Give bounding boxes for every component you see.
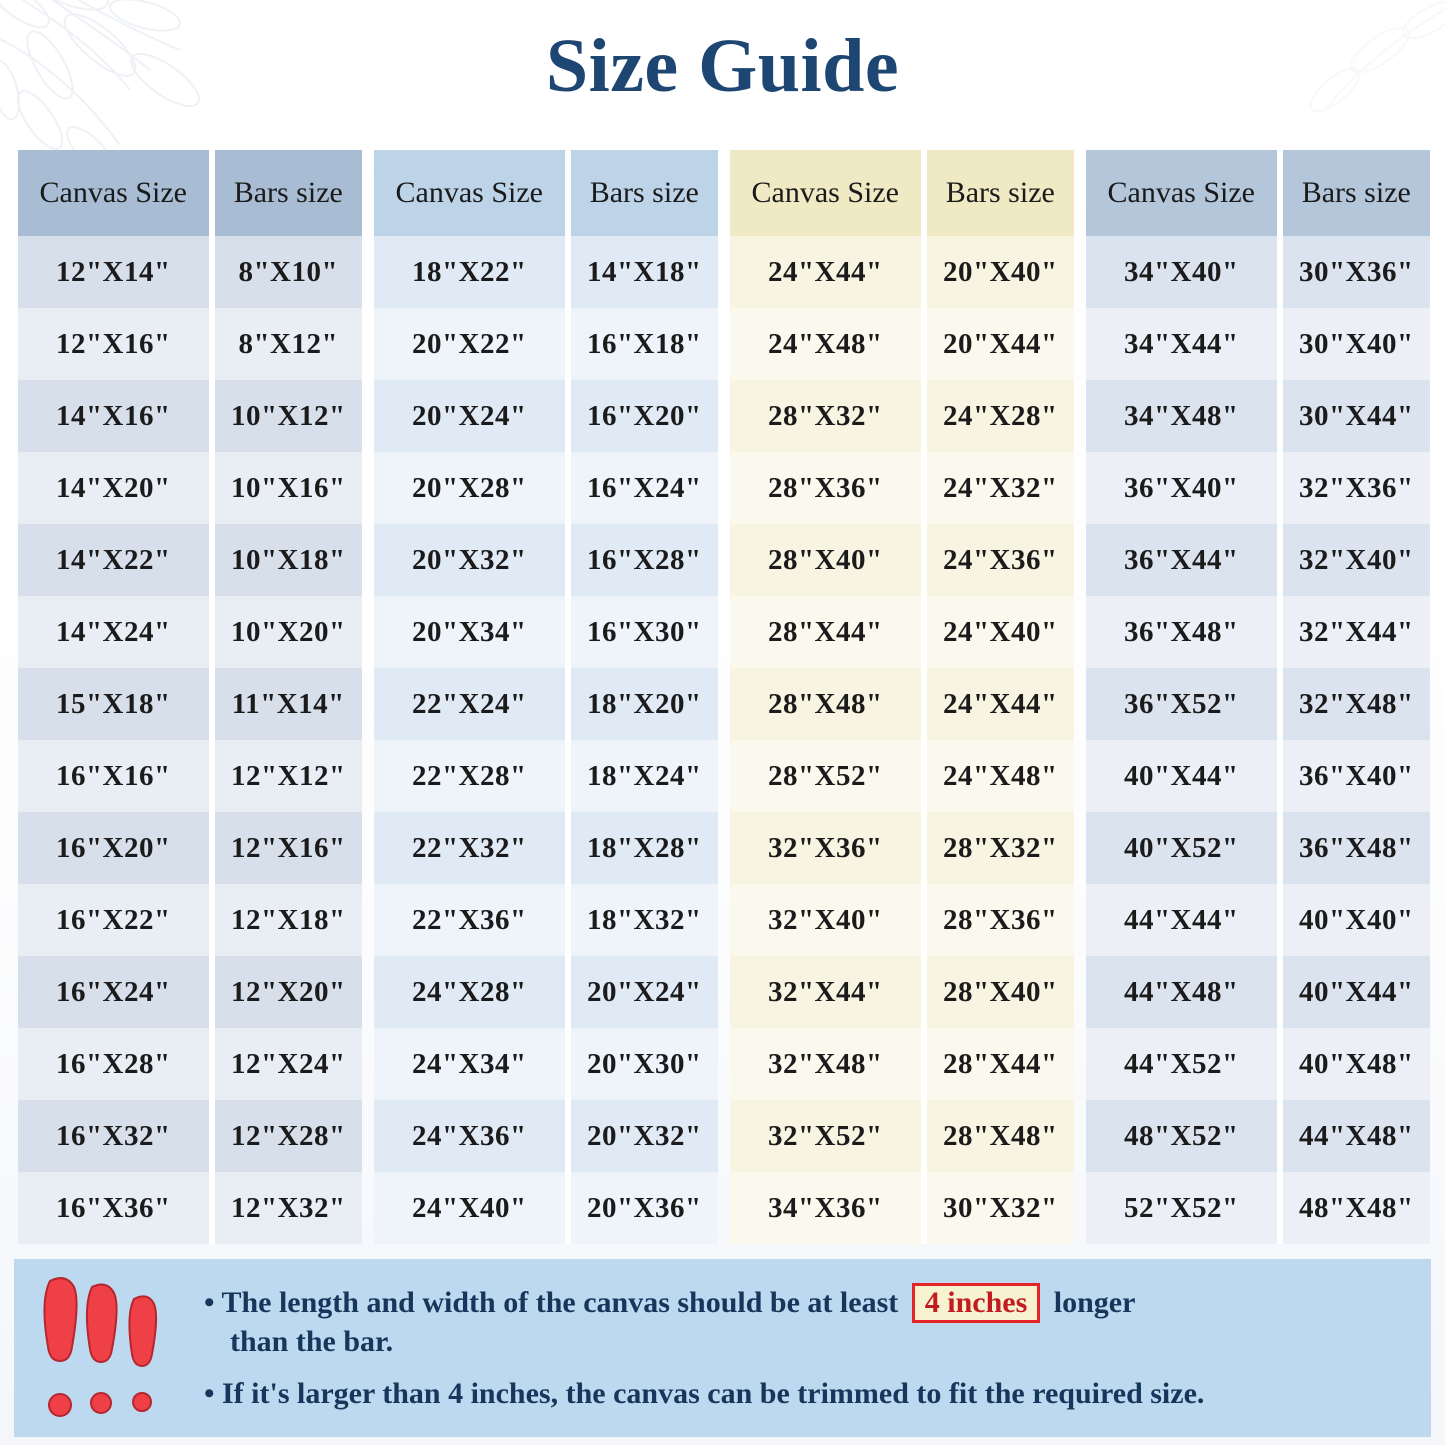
exclamation-marks-group (28, 1273, 198, 1423)
note-line-1-after: longer (1053, 1285, 1136, 1319)
note-line-1-before: • The length and width of the canvas should be at least (204, 1285, 899, 1319)
note-line-1 (204, 1283, 1413, 1361)
table-row: 44"X44" 40"X40" (1086, 884, 1430, 956)
table-row: 22"X24" 18"X20" (374, 668, 718, 740)
column-header-canvas-size: Canvas Size (1086, 150, 1283, 236)
table-row: 48"X52" 44"X48" (1086, 1100, 1430, 1172)
table-row: 14"X16" 10"X12" (18, 380, 362, 452)
table-row: 14"X24" 10"X20" (18, 596, 362, 668)
column-header-canvas-size: Canvas Size (374, 150, 571, 236)
table-row: 12"X16" 8"X12" (18, 308, 362, 380)
column-header-bars-size: Bars size (215, 150, 362, 236)
table-row: 15"X18" 11"X14" (18, 668, 362, 740)
table-row: 28"X40" 24"X36" (730, 524, 1074, 596)
table-row: 20"X32" 16"X28" (374, 524, 718, 596)
table-row: 28"X48" 24"X44" (730, 668, 1074, 740)
table-row: 20"X22" 16"X18" (374, 308, 718, 380)
size-table-4 (1086, 150, 1430, 1244)
size-table-3 (730, 150, 1074, 1244)
table-row: 22"X32" 18"X28" (374, 812, 718, 884)
table-row: 16"X32" 12"X28" (18, 1100, 362, 1172)
table-row: 16"X16" 12"X12" (18, 740, 362, 812)
table-row: 24"X36" 20"X32" (374, 1100, 718, 1172)
column-header-bars-size: Bars size (1283, 150, 1430, 236)
table-row: 14"X22" 10"X18" (18, 524, 362, 596)
table-row: 22"X36" 18"X32" (374, 884, 718, 956)
table-row: 32"X40" 28"X36" (730, 884, 1074, 956)
table-row: 12"X14" 8"X10" (18, 236, 362, 308)
table-row: 36"X40" 32"X36" (1086, 452, 1430, 524)
table-row: 24"X48" 20"X44" (730, 308, 1074, 380)
table-row: 36"X48" 32"X44" (1086, 596, 1430, 668)
table-row: 20"X34" 16"X30" (374, 596, 718, 668)
exclamation-icon (28, 1273, 198, 1423)
note-text-block (204, 1283, 1413, 1413)
column-header-canvas-size: Canvas Size (18, 150, 215, 236)
table-row: 24"X34" 20"X30" (374, 1028, 718, 1100)
table-row: 34"X36" 30"X32" (730, 1172, 1074, 1244)
table-row: 24"X28" 20"X24" (374, 956, 718, 1028)
table-row: 34"X40" 30"X36" (1086, 236, 1430, 308)
table-row: 28"X52" 24"X48" (730, 740, 1074, 812)
table-row: 32"X36" 28"X32" (730, 812, 1074, 884)
size-table-2 (374, 150, 718, 1244)
table-row: 20"X28" 16"X24" (374, 452, 718, 524)
table-row: 18"X22" 14"X18" (374, 236, 718, 308)
table-row: 16"X22" 12"X18" (18, 884, 362, 956)
page-title: Size Guide (545, 24, 900, 108)
table-row: 40"X44" 36"X40" (1086, 740, 1430, 812)
table-row: 44"X52" 40"X48" (1086, 1028, 1430, 1100)
table-row: 16"X28" 12"X24" (18, 1028, 362, 1100)
table-row: 24"X40" 20"X36" (374, 1172, 718, 1244)
table-row: 32"X52" 28"X48" (730, 1100, 1074, 1172)
table-row: 44"X48" 40"X44" (1086, 956, 1430, 1028)
footer-note (14, 1259, 1431, 1437)
table-row: 52"X52" 48"X48" (1086, 1172, 1430, 1244)
table-row: 20"X24" 16"X20" (374, 380, 718, 452)
table-row: 36"X52" 32"X48" (1086, 668, 1430, 740)
table-row: 34"X44" 30"X40" (1086, 308, 1430, 380)
column-header-canvas-size: Canvas Size (730, 150, 927, 236)
table-row: 32"X44" 28"X40" (730, 956, 1074, 1028)
size-table-1 (18, 150, 362, 1244)
table-row: 32"X48" 28"X44" (730, 1028, 1074, 1100)
table-row: 14"X20" 10"X16" (18, 452, 362, 524)
table-row: 16"X36" 12"X32" (18, 1172, 362, 1244)
table-row: 34"X48" 30"X44" (1086, 380, 1430, 452)
table-row: 16"X24" 12"X20" (18, 956, 362, 1028)
table-row: 28"X32" 24"X28" (730, 380, 1074, 452)
size-tables-container (18, 150, 1430, 1244)
column-header-bars-size: Bars size (927, 150, 1074, 236)
table-row: 40"X52" 36"X48" (1086, 812, 1430, 884)
highlight-4-inches: 4 inches (912, 1283, 1041, 1324)
table-row: 24"X44" 20"X40" (730, 236, 1074, 308)
table-row: 36"X44" 32"X40" (1086, 524, 1430, 596)
table-row: 22"X28" 18"X24" (374, 740, 718, 812)
note-line-1-continuation: than the bar. (230, 1325, 394, 1359)
table-row: 28"X44" 24"X40" (730, 596, 1074, 668)
table-row: 16"X20" 12"X16" (18, 812, 362, 884)
column-header-bars-size: Bars size (571, 150, 718, 236)
table-row: 28"X36" 24"X32" (730, 452, 1074, 524)
note-line-2: • If it's larger than 4 inches, the canvas can be trimmed to fit the required size. (204, 1377, 1205, 1411)
